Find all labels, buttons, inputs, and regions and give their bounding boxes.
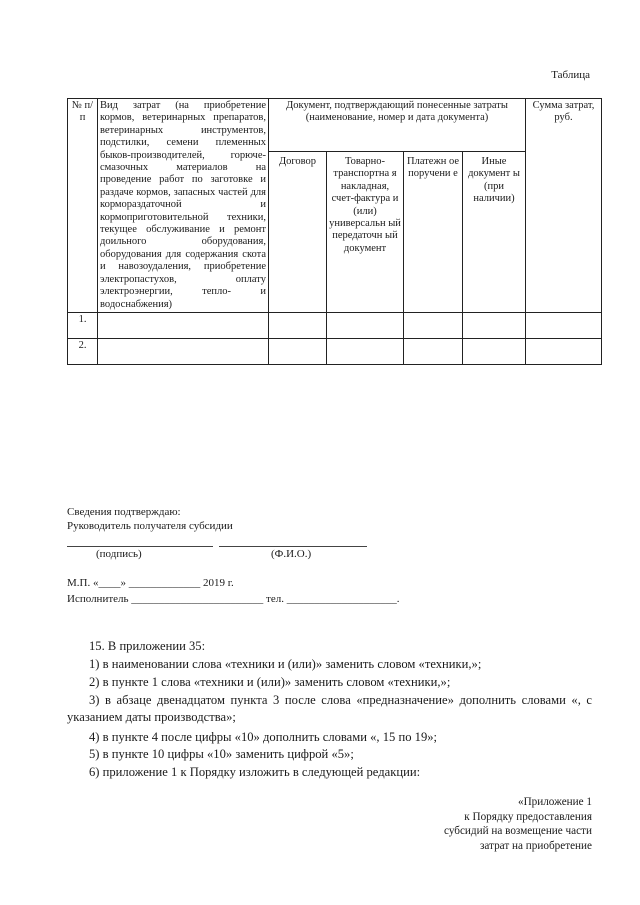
table-row <box>68 312 602 338</box>
table-cell <box>98 338 269 364</box>
amendment-item: 4) в пункте 4 после цифры «10» дополнить словами «, 15 по 19»; <box>89 730 438 744</box>
table-row <box>68 338 602 364</box>
subheader-payment: Платежн ое поручени е <box>404 152 463 313</box>
subheader-other: Иные документ ы (при наличии) <box>463 152 526 313</box>
table-cell <box>404 338 463 364</box>
table-cell <box>404 312 463 338</box>
signature-label: (подпись) <box>96 548 142 560</box>
executor-line: Исполнитель ________________________ тел. ____________________. <box>67 593 400 605</box>
header-sum: Сумма затрат, руб. <box>526 99 602 313</box>
amendment-item: 3) в абзаце двенадцатом пункта 3 после слова «предназначение» дополнить словами «, с указанием даты производства»; <box>67 693 592 724</box>
table-header-row <box>68 99 602 152</box>
appendix-header <box>444 795 592 854</box>
appendix-line: субсидий на возмещение части <box>444 825 592 838</box>
table-cell <box>327 338 404 364</box>
table-caption: Таблица <box>551 69 590 81</box>
signature-line <box>67 546 213 547</box>
appendix-line: затрат на приобретение <box>479 840 592 853</box>
amendment-item: 1) в наименовании слова «техники и (или)» заменить словом «техники,»; <box>89 657 482 671</box>
table-cell <box>526 338 602 364</box>
subheader-contract: Договор <box>269 152 327 313</box>
header-document: Документ, подтверждающий понесенные затраты (наименование, номер и дата документа) <box>269 99 526 152</box>
amendment-heading: 15. В приложении 35: <box>89 639 206 653</box>
cost-table <box>67 98 602 365</box>
name-line <box>219 546 367 547</box>
head-of-recipient: Руководитель получателя субсидии <box>67 520 233 532</box>
table-cell <box>327 312 404 338</box>
table-cell <box>463 312 526 338</box>
confirm-text: Сведения подтверждаю: <box>67 506 181 518</box>
header-cost-type: Вид затрат (на приобретение кормов, ветеринарных препаратов, ветеринарных инструментов, подстилки, семени племенных быков-производителей, горюче-смазочных материалов на проведение работ по заготовке и раздаче кормов, запасных частей для кормораздаточной и кормоприготовительной техники, текущее обслуживание и ремонт доильного оборудования, оборудования для содержания скота и навозоудаления, приобретение электропастухов, оплату электроэнергии, тепло- и водоснабжения) <box>98 99 269 313</box>
table-cell <box>269 338 327 364</box>
stamp-date-line: М.П. «____» _____________ 2019 г. <box>67 577 234 589</box>
row-number: 1. <box>68 312 98 338</box>
table-cell <box>98 312 269 338</box>
amendment-item: 2) в пункте 1 слова «техники и (или)» заменить словом «техники,»; <box>89 675 451 689</box>
header-num: № п/п <box>68 99 98 313</box>
row-number: 2. <box>68 338 98 364</box>
appendix-line: к Порядку предоставления <box>464 810 592 823</box>
table-cell <box>463 338 526 364</box>
name-label: (Ф.И.О.) <box>271 548 312 560</box>
amendment-item: 5) в пункте 10 цифры «10» заменить цифрой «5»; <box>89 747 354 761</box>
subheader-waybill: Товарно-транспортна я накладная, счет-фактура и (или) универсальн ый передаточн ый документ <box>327 152 404 313</box>
amendment-item: 6) приложение 1 к Порядку изложить в следующей редакции: <box>89 765 421 779</box>
appendix-line: «Приложение 1 <box>517 796 592 808</box>
table-cell <box>269 312 327 338</box>
table-cell <box>526 312 602 338</box>
